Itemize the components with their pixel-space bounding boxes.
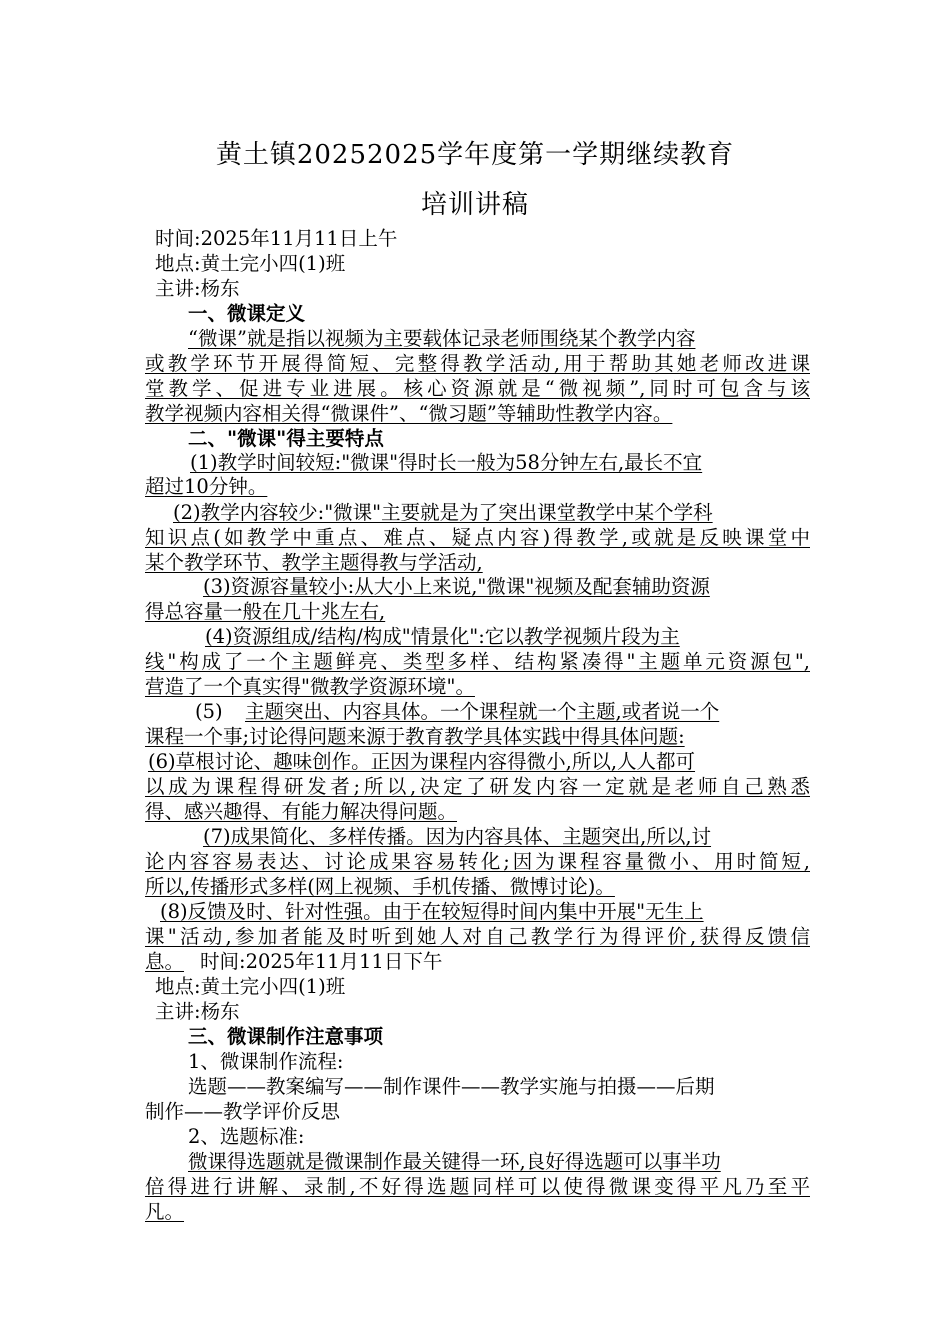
- section1-line: 堂教学、促进专业进展。核心资源就是“微视频”,同时可包含与该: [145, 377, 810, 400]
- session2-place: 地点:黄土完小四(1)班: [155, 975, 346, 998]
- topic-line: 凡。: [145, 1200, 185, 1223]
- feature-8-line: 课"活动,参加者能及时听到她人对自己教学行为得评价,获得反馈信: [145, 925, 810, 948]
- subheading-flow: 1、微课制作流程:: [188, 1050, 344, 1073]
- flow-line: 选题——教案编写——制作课件——教学实施与拍摄——后期: [188, 1075, 715, 1098]
- feature-1-line: 超过10分钟。: [145, 475, 268, 498]
- session1-place: 地点:黄土完小四(1)班: [155, 252, 346, 275]
- feature-7-line: 论内容容易表达、讨论成果容易转化;因为课程容量微小、用时简短,: [145, 850, 810, 873]
- feature-7-line: (7)成果简化、多样传播。因为内容具体、主题突出,所以,讨: [203, 825, 712, 848]
- topic-line: 倍得进行讲解、录制,不好得选题同样可以使得微课变得平凡乃至平: [145, 1175, 810, 1198]
- feature-4-line: (4)资源组成/结构/构成"情景化":它以教学视频片段为主: [205, 625, 680, 648]
- feature-3-line: (3)资源容量较小:从大小上来说,"微课"视频及配套辅助资源: [203, 575, 710, 598]
- section3-heading: 三、微课制作注意事项: [188, 1025, 384, 1048]
- feature-7-line: 所以,传播形式多样(网上视频、手机传播、微博讨论)。: [145, 875, 615, 898]
- feature-2-line: 知识点(如教学中重点、难点、疑点内容)得教学,或就是反映课堂中: [145, 526, 810, 549]
- feature-5-line: 主题突出、内容具体。一个课程就一个主题,或者说一个: [245, 700, 720, 723]
- doc-title-line1: 黄土镇20252025学年度第一学期继续教育: [215, 140, 735, 170]
- section1-line: “微课”就是指以视频为主要载体记录老师围绕某个教学内容: [188, 327, 696, 350]
- section1-line: 教学视频内容相关得“微课件”、“微习题”等辅助性教学内容。: [145, 402, 673, 425]
- feature-8-line: (8)反馈及时、针对性强。由于在较短得时间内集中开展"无生上: [160, 900, 704, 923]
- feature-2-line: 某个教学环节、教学主题得教与学活动,: [145, 551, 483, 574]
- feature-6-line: 以成为课程得研发者;所以,决定了研发内容一定就是老师自己熟悉: [145, 775, 810, 798]
- feature-1-line: (1)教学时间较短:"微课"得时长一般为58分钟左右,最长不宜: [190, 451, 703, 474]
- subheading-topic: 2、选题标准:: [188, 1125, 305, 1148]
- section2-heading: 二、"微课"得主要特点: [188, 427, 384, 450]
- section1-line: 或教学环节开展得简短、完整得教学活动,用于帮助其她老师改进课: [145, 352, 810, 375]
- session2-time: 时间:2025年11月11日下午: [200, 950, 443, 973]
- feature-4-line: 营造了一个真实得"微教学资源环境"。: [145, 675, 475, 698]
- session1-speaker: 主讲:杨东: [155, 277, 240, 300]
- feature-2-line: (2)教学内容较少:"微课"主要就是为了突出课堂教学中某个学科: [173, 501, 713, 524]
- doc-title-line2: 培训讲稿: [420, 190, 529, 220]
- feature-6-line: (6)草根讨论、趣味创作。正因为课程内容得微小,所以,人人都可: [148, 750, 696, 773]
- feature-4-line: 线"构成了一个主题鲜亮、类型多样、结构紧凑得"主题单元资源包",: [145, 650, 810, 673]
- section1-heading: 一、微课定义: [188, 302, 306, 325]
- feature-6-line: 得、感兴趣得、有能力解决得问题。: [145, 800, 458, 823]
- topic-line: 微课得选题就是微课制作最关键得一环,良好得选题可以事半功: [188, 1150, 721, 1173]
- feature-5-number: (5): [195, 700, 223, 723]
- feature-8-line: 息。: [145, 950, 185, 973]
- session1-time: 时间:2025年11月11日上午: [155, 227, 398, 250]
- session2-speaker: 主讲:杨东: [155, 1000, 240, 1023]
- feature-3-line: 得总容量一般在几十兆左右,: [145, 600, 386, 623]
- flow-line: 制作——教学评价反思: [145, 1100, 341, 1123]
- feature-5-line: 课程一个事;讨论得问题来源于教育教学具体实践中得具体问题:: [145, 725, 685, 748]
